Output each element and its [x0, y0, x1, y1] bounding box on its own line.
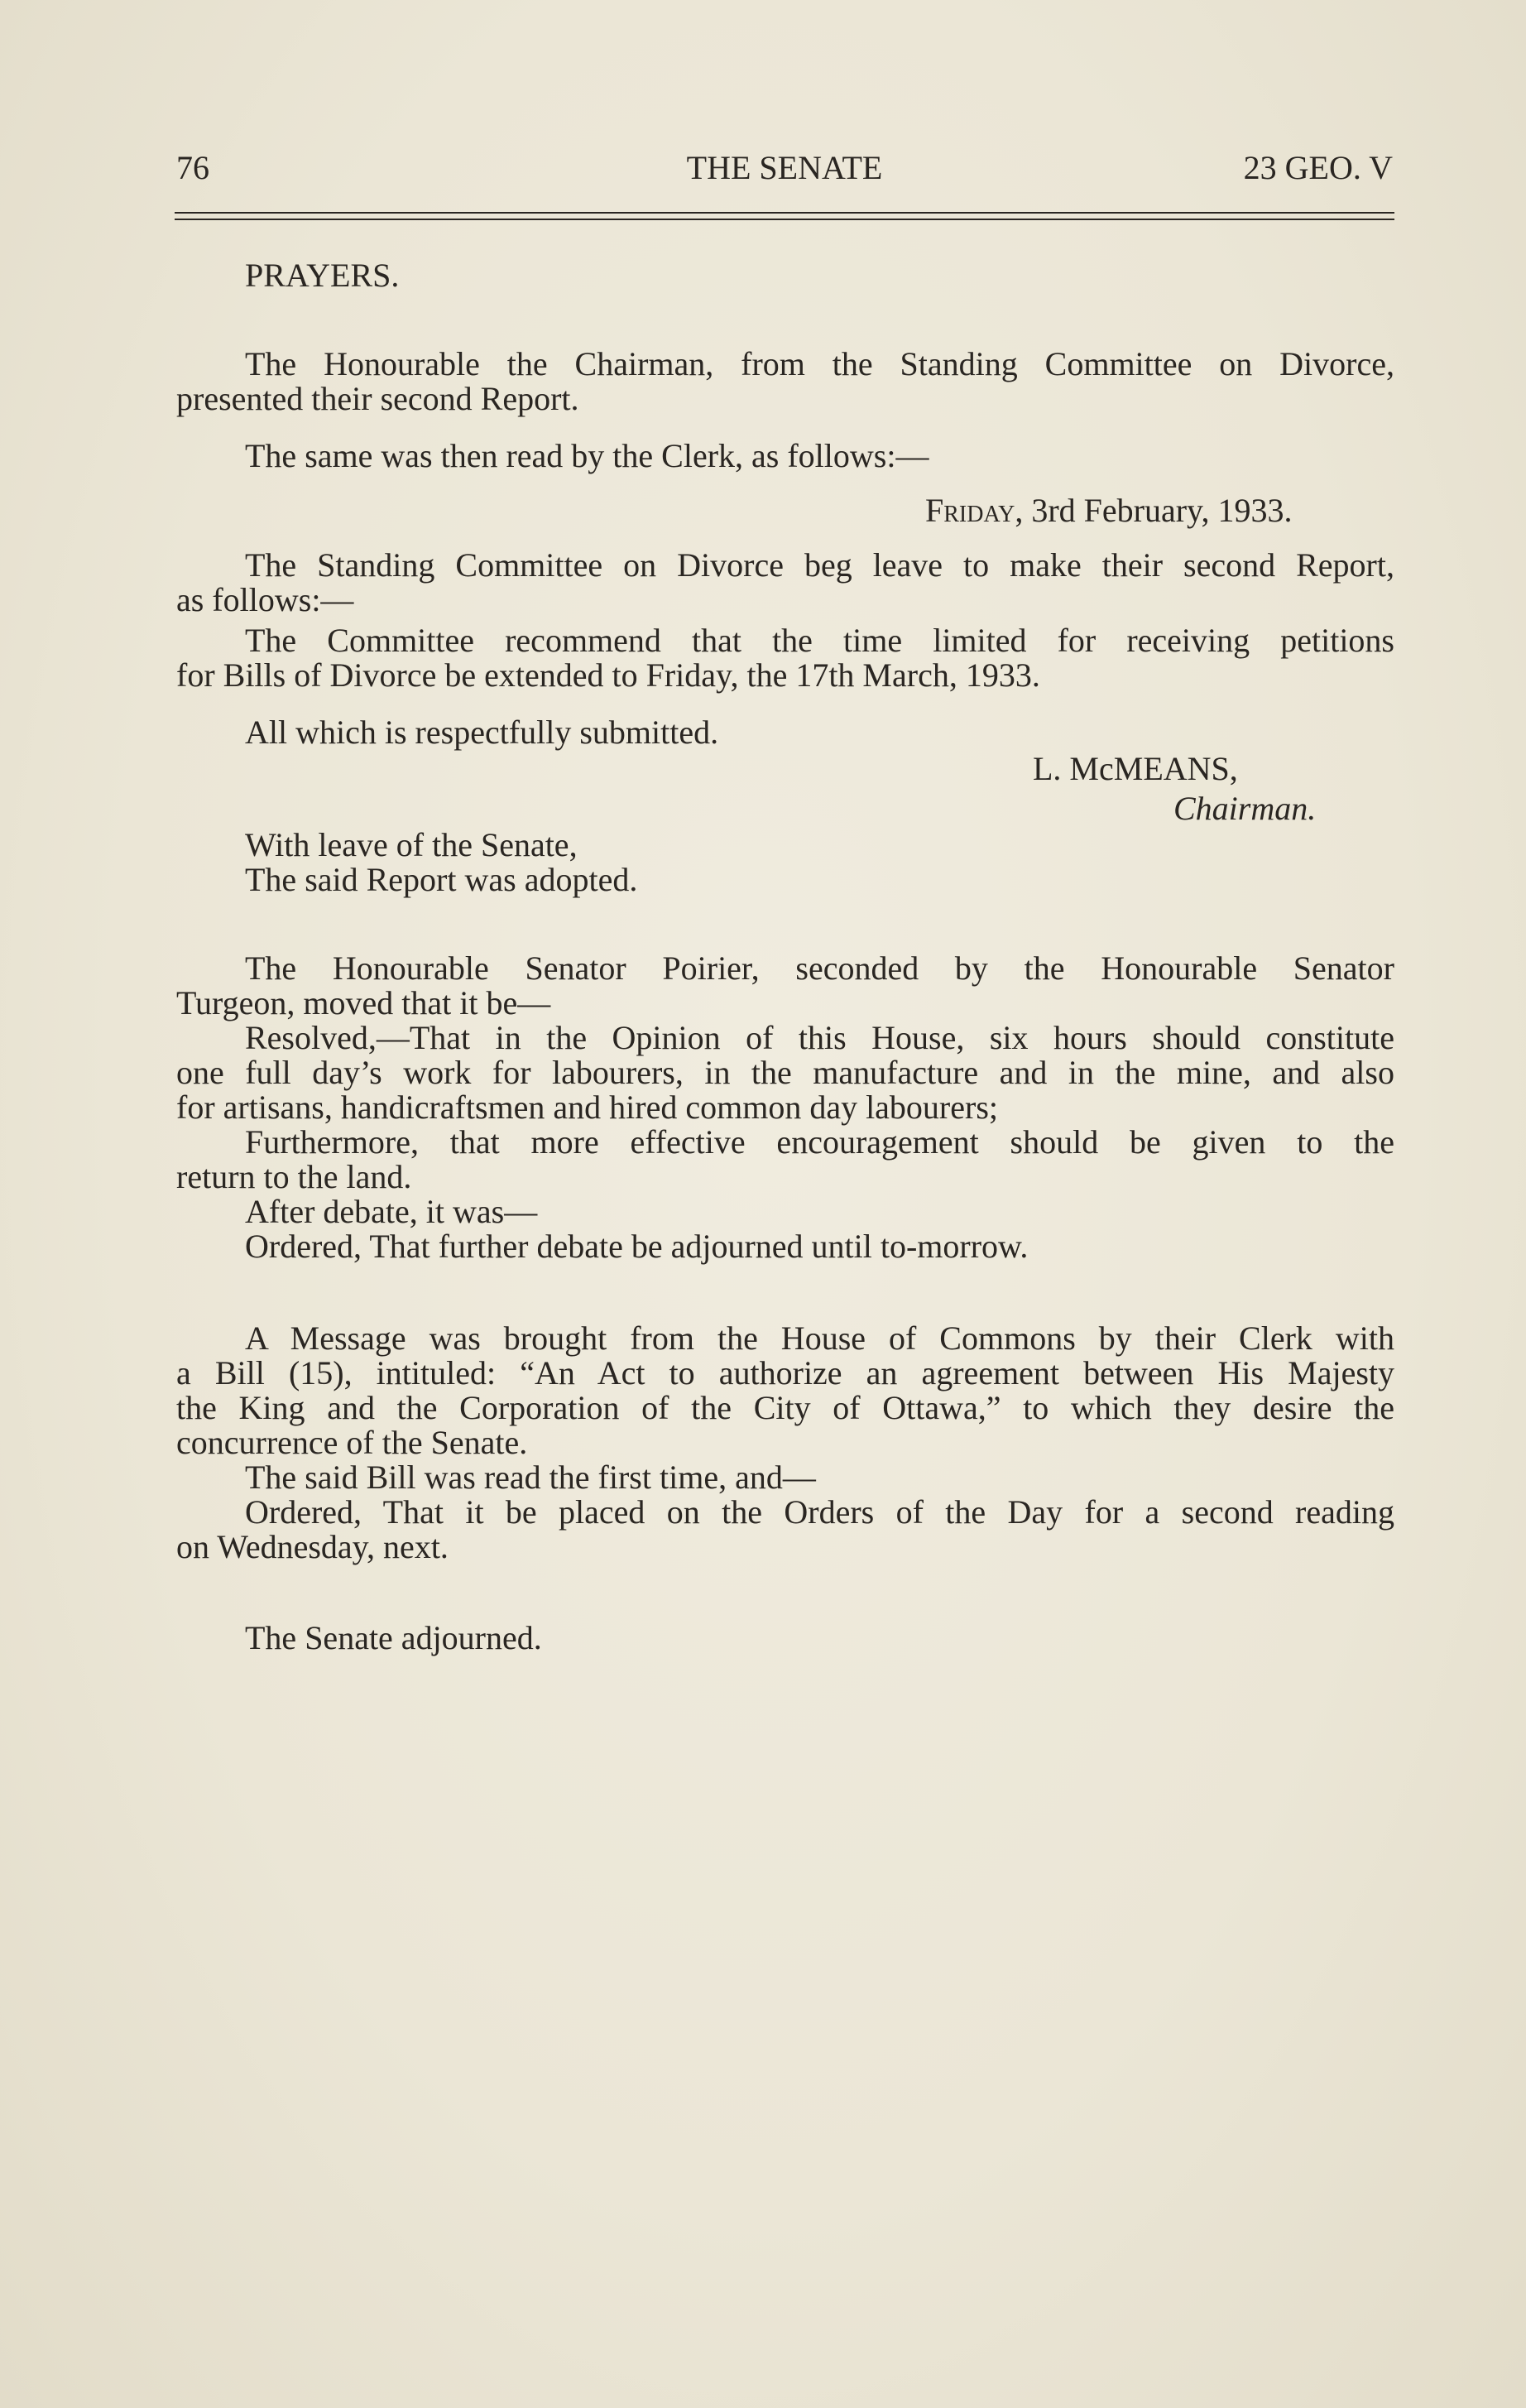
motion-line-9: Ordered, That further debate be adjourned until to-morrow. — [245, 1228, 1029, 1265]
report-date-day: Friday, — [925, 492, 1024, 529]
message-line-4: concurrence of the Senate. — [176, 1424, 528, 1461]
running-title: THE SENATE — [686, 149, 883, 186]
message-line-3: the King and the Corporation of the City of Ottawa,” to which they desire the — [176, 1389, 1394, 1426]
report-recommend-line-1: The Committee recommend that the time limited for receiving petitions — [245, 622, 1394, 659]
motion-line-5: for artisans, handicraftsmen and hired common day labourers; — [176, 1089, 999, 1126]
message-line-1: A Message was brought from the House of Commons by their Clerk with — [245, 1319, 1394, 1357]
closing-line: The Senate adjourned. — [245, 1619, 542, 1656]
header-rule-bottom — [175, 219, 1394, 220]
page-number: 76 — [176, 149, 209, 186]
motion-line-4: one full day’s work for labourers, in the manufacture and in the mine, and also — [176, 1054, 1394, 1091]
motion-line-8: After debate, it was— — [245, 1193, 538, 1230]
motion-line-6: Furthermore, that more effective encouragement should be given to the — [245, 1123, 1394, 1161]
report-signer: L. McMEANS, — [1033, 750, 1238, 787]
report-beg-line-2: as follows:— — [176, 581, 354, 618]
report-leave-line-1: With leave of the Senate, — [245, 826, 578, 863]
report-intro-line-1: The Honourable the Chairman, from the Standing Committee on Divorce, — [245, 345, 1394, 382]
report-date — [925, 493, 1292, 528]
report-recommend-line-2: for Bills of Divorce be extended to Friday, the 17th March, 1933. — [176, 656, 1040, 694]
prayers-heading: PRAYERS. — [245, 257, 400, 294]
regnal-year: 23 GEO. V — [1243, 149, 1393, 186]
message-line-6: Ordered, That it be placed on the Orders of the Day for a second reading — [245, 1493, 1394, 1531]
report-signer-title: Chairman. — [1173, 790, 1317, 827]
page-header — [176, 147, 1393, 189]
report-date-rest: 3rd February, 1933. — [1031, 492, 1293, 529]
report-read-line: The same was then read by the Clerk, as follows:— — [245, 437, 929, 474]
message-line-2: a Bill (15), intituled: “An Act to authorize an agreement between His Majesty — [176, 1354, 1394, 1391]
report-intro-line-2: presented their second Report. — [176, 380, 579, 417]
message-line-5: The said Bill was read the first time, and— — [245, 1459, 816, 1496]
motion-line-7: return to the land. — [176, 1158, 412, 1195]
header-rule-top — [175, 212, 1394, 214]
message-line-7: on Wednesday, next. — [176, 1528, 449, 1565]
report-leave-line-2: The said Report was adopted. — [245, 861, 638, 898]
report-submitted: All which is respectfully submitted. — [245, 714, 719, 751]
motion-line-1: The Honourable Senator Poirier, seconded by the Honourable Senator — [245, 949, 1394, 987]
motion-line-2: Turgeon, moved that it be— — [176, 984, 551, 1021]
report-beg-line-1: The Standing Committee on Divorce beg leave to make their second Report, — [245, 546, 1394, 584]
motion-line-3: Resolved,—That in the Opinion of this House, six hours should constitute — [245, 1019, 1394, 1056]
